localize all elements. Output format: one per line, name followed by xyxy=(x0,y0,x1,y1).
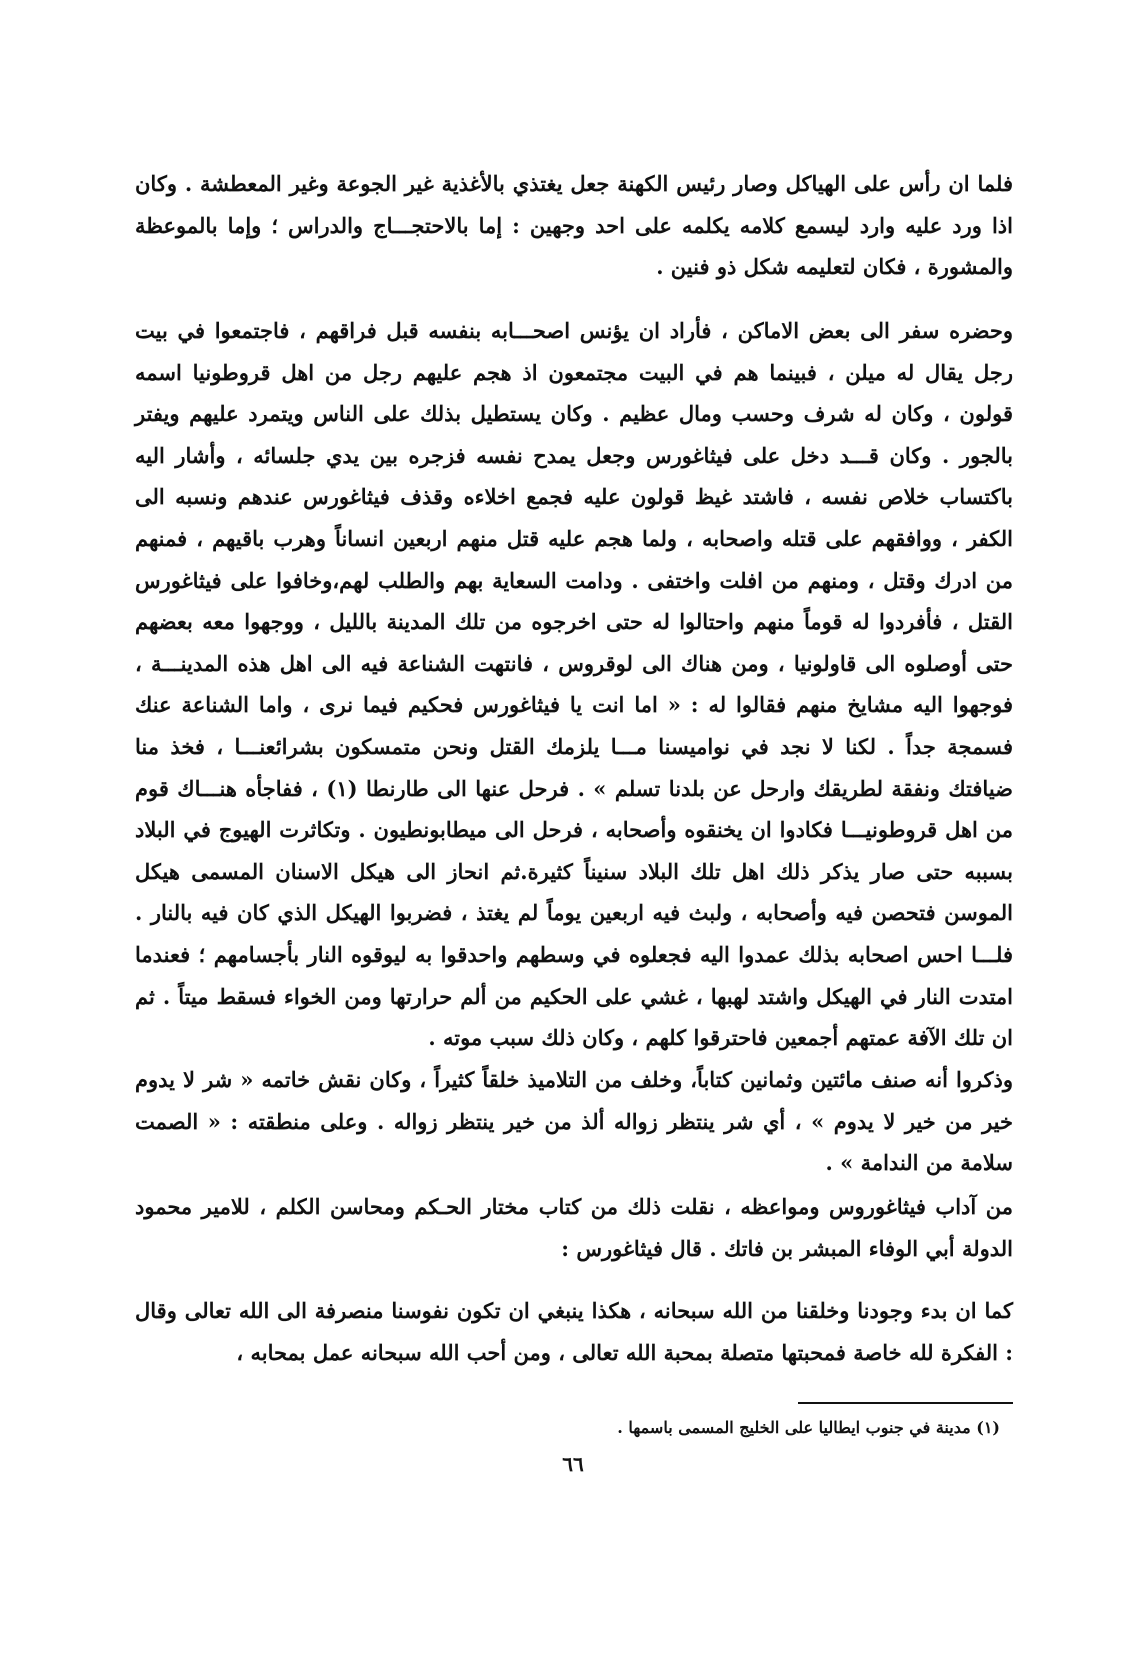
paragraph-text: فلما ان رأس على الهياكل وصار رئيس الكهنة جعل يغتذي بالأغذية غير الجوعة وغير المعطشة . وكان اذا ورد عليه وارد ليسمع كلامه يكلمه على احد وجهين : إما بالاحتجـــاج والدراس ؛ وإما بالموعظة والمشورة ، فكان لتعليمه شكل ذو فنين . xyxy=(135,171,1013,280)
footnote-divider xyxy=(798,1402,1013,1404)
paragraph-text: من آداب فيثاغوروس ومواعظه ، نقلت ذلك من كتاب مختار الحـكم ومحاسن الكلم ، للامير محمود الدولة أبي الوفاء المبشر بن فاتك . قال فيثاغورس : xyxy=(135,1194,1013,1261)
footnote: (١) مدينة في جنوب ايطاليا على الخليج المسمى باسمها . xyxy=(617,1418,1000,1437)
paragraph xyxy=(135,1059,1013,1184)
page-number: ٦٦ xyxy=(562,1452,584,1476)
paragraph xyxy=(135,1186,1013,1269)
paragraph xyxy=(135,310,1013,1059)
paragraph xyxy=(135,163,1013,288)
paragraph-text: وذكروا أنه صنف مائتين وثمانين كتاباً، وخلف من التلاميذ خلقاً كثيراً ، وكان نقش خاتمه « شر لا يدوم خير من خير لا يدوم » ، أي شر ينتظر زواله ألذ من خير ينتظر زواله . وعلى منطقته : « الصمت سلامة من الندامة » . xyxy=(135,1067,1013,1176)
paragraph-text: وحضره سفر الى بعض الاماكن ، فأراد ان يؤنس اصحـــابه بنفسه قبل فراقهم ، فاجتمعوا في بيت رجل يقال له ميلن ، فبينما هم في البيت مجتمعون اذ هجم عليهم رجل من اهل قروطونيا اسمه قولون ، وكان له شرف وحسب ومال عظيم . وكان يستطيل بذلك على الناس ويتمرد عليهم ويفتر بالجور . وكان قـــد دخل على فيثاغورس وجعل يمدح نفسه فزجره بين يدي جلسائه ، وأشار اليه باكتساب خلاص نفسه ، فاشتد غيظ قولون عليه فجمع اخلاءه وقذف فيثاغورس عندهم ونسبه الى الكفر ، ووافقهم على قتله واصحابه ، ولما هجم عليه قتل منهم اربعين انساناً وهرب باقيهم ، فمنهم من ادرك وقتل ، ومنهم من افلت واختفى . ودامت السعاية بهم والطلب لهم،وخافوا على فيثاغورس القتل ، فأفردوا له قوماً منهم واحتالوا له حتى اخرجوه من تلك المدينة بالليل ، ووجهوا معه بعضهم حتى أوصلوه الى قاولونيا ، ومن هناك الى لوقروس ، فانتهت الشناعة فيه الى اهل هذه المدينـــة ، فوجهوا اليه مشايخ منهم فقالوا له : « اما انت يا فيثاغورس فحكيم فيما نرى ، واما الشناعة عنك فسمجة جداً . لكنا لا نجد في نواميسنا مـــا يلزمك القتل ونحن متمسكون بشرائعنـــا ، فخذ منا ضيافتك ونفقة لطريقك وارحل عن بلدنا تسلم » . فرحل عنها الى طارنطا (١) ، ففاجأه هنـــاك قوم من اهل قروطونيـــا فكادوا ان يخنقوه وأصحابه ، فرحل الى ميطابونطيون . وتكاثرت الهيوج في البلاد بسببه حتى صار يذكر ذلك اهل تلك البلاد سنيناً كثيرة.ثم انحاز الى هيكل الاسنان المسمى هيكل الموسن فتحصن فيه وأصحابه ، ولبث فيه اربعين يوماً لم يغتذ ، فضربوا الهيكل الذي كان فيه بالنار . فلـــا احس اصحابه بذلك عمدوا اليه فجعلوه في وسطهم واحدقوا به ليوقوه النار بأجسامهم ؛ فعندما امتدت النار في الهيكل واشتد لهبها ، غشي على الحكيم من ألم حرارتها ومن الخواء فسقط ميتاً . ثم ان تلك الآفة عمتهم أجمعين فاحترقوا كلهم ، وكان ذلك سبب موته . xyxy=(135,318,1013,1051)
paragraph xyxy=(135,1290,1013,1373)
paragraph-text: كما ان بدء وجودنا وخلقنا من الله سبحانه ، هكذا ينبغي ان تكون نفوسنا منصرفة الى الله تعالى وقال : الفكرة لله خاصة فمحبتها متصلة بمحبة الله تعالى ، ومن أحب الله سبحانه عمل بمحابه ، xyxy=(135,1298,1013,1365)
